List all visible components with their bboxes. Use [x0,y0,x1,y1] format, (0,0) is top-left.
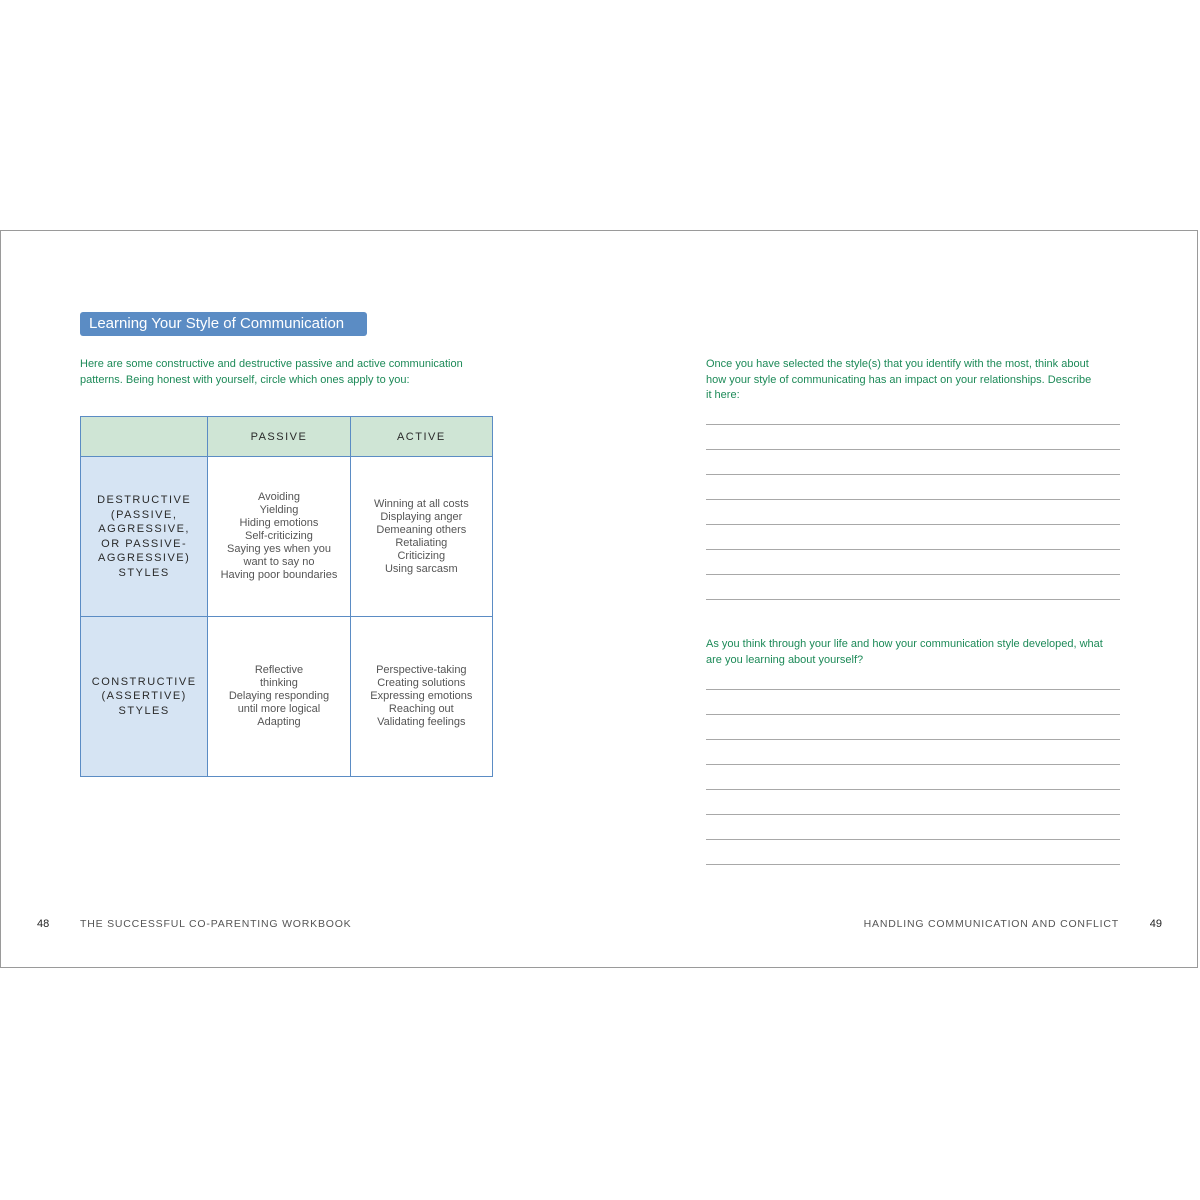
running-head-right: HANDLING COMMUNICATION AND CONFLICT [863,918,1119,930]
row-label-line: AGGRESSIVE, [98,523,190,535]
list-item: Retaliating [395,536,448,549]
writing-line[interactable] [706,474,1120,475]
intro-line: patterns. Being honest with yourself, circle which ones apply to you: [80,373,410,386]
row-label-line: (ASSERTIVE) [101,690,187,703]
list-item: Creating solutions [377,677,466,689]
row-label-line: STYLES [118,704,170,717]
row-label-line: OR PASSIVE- [101,537,188,550]
row-label-constructive [81,617,208,777]
list-item: Perspective-taking [376,664,467,676]
writing-line[interactable] [706,499,1120,500]
section-title: Learning Your Style of Communication [80,312,367,336]
list-item: Hiding emotions [239,517,319,529]
table-header-row [81,417,493,457]
writing-line[interactable] [706,599,1120,600]
row-label-line: DESTRUCTIVE [97,494,192,506]
list-item: Self-criticizing [245,530,313,542]
list-item: Reaching out [388,703,454,715]
question-line: it here: [706,389,740,401]
list-item: Winning at all costs [373,497,469,510]
header-passive: PASSIVE [208,417,350,457]
page-number-right: 49 [1149,918,1162,930]
writing-line[interactable] [706,839,1120,840]
writing-line[interactable] [706,424,1120,425]
cell-constructive-passive [208,617,350,777]
writing-line[interactable] [706,574,1120,575]
intro-line: Here are some constructive and destructive passive and active communication [80,358,463,370]
list-item: Saying yes when you want to say no [226,543,331,568]
header-corner [81,417,208,457]
list-item: Yielding [259,504,299,516]
writing-line[interactable] [706,739,1120,740]
writing-line[interactable] [706,764,1120,765]
row-label-line: AGGRESSIVE) [98,552,191,564]
intro-text [80,357,500,388]
communication-styles-table [80,416,493,777]
writing-line[interactable] [706,714,1120,715]
question-1 [706,357,1120,404]
list-item: Avoiding [257,491,300,503]
running-head-left: THE SUCCESSFUL CO-PARENTING WORKBOOK [80,918,352,930]
question-line: As you think through your life and how your communication style developed, what [706,638,1103,650]
list-item: Displaying anger [380,510,463,523]
writing-line[interactable] [706,449,1120,450]
list-item: Adapting [257,716,301,728]
header-active: ACTIVE [350,417,492,457]
question-line: Once you have selected the style(s) that you identify with the most, think about [706,358,1089,370]
writing-line[interactable] [706,689,1120,690]
row-label-line: STYLES [118,566,170,579]
question-line: how your style of communicating has an impact on your relationships. Describe [706,373,1092,386]
table-row-destructive [81,457,493,617]
writing-line[interactable] [706,549,1120,550]
list-item: Having poor boundaries [220,569,338,581]
row-label-line: (PASSIVE, [110,508,178,521]
writing-line[interactable] [706,524,1120,525]
list-item: Expressing emotions [370,690,473,702]
page-number-left: 48 [37,918,50,930]
cell-constructive-active [350,617,492,777]
row-label-line: CONSTRUCTIVE [91,675,197,688]
row-label-destructive [81,457,208,617]
list-item: Delaying responding until more logical [228,690,330,715]
writing-line[interactable] [706,789,1120,790]
list-item: Demeaning others [376,523,467,536]
question-2 [706,637,1120,668]
list-item: Criticizing [397,549,446,562]
question-line: are you learning about yourself? [706,653,864,666]
table-row-constructive [81,617,493,777]
cell-destructive-passive [208,457,350,617]
list-item: Reflective thinking [254,664,304,689]
list-item: Validating feelings [377,716,466,728]
list-item: Using sarcasm [384,562,458,575]
writing-line[interactable] [706,814,1120,815]
cell-destructive-active [350,457,492,617]
writing-line[interactable] [706,864,1120,865]
